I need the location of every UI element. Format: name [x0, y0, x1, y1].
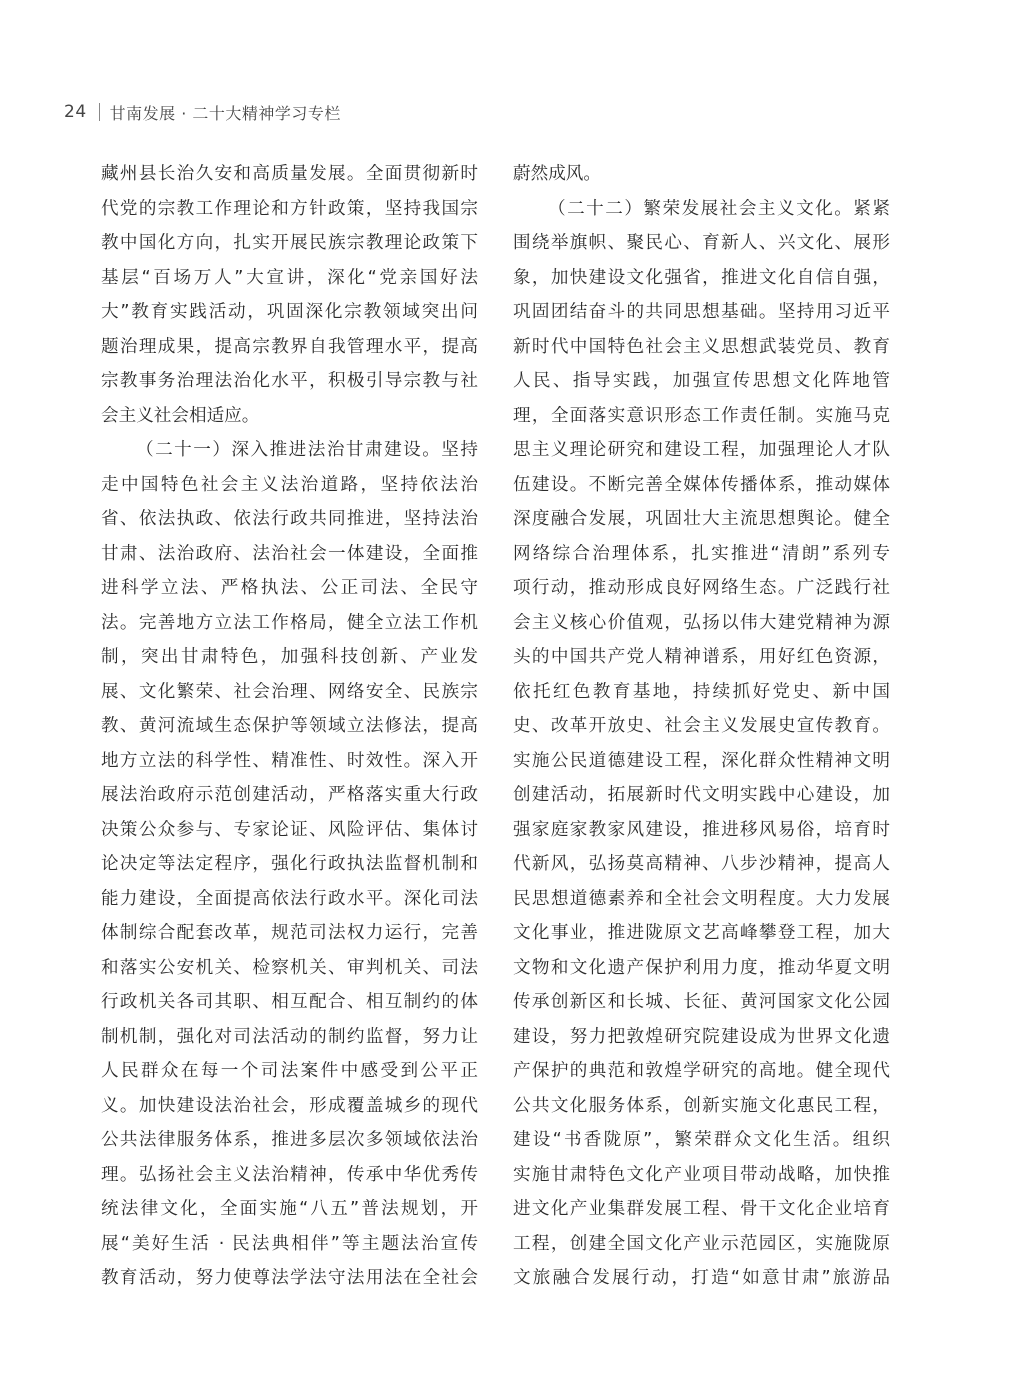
text-line: 史、改革开放史、社会主义发展史宣传教育。	[513, 716, 890, 736]
text-line: 思主义理论研究和建设工程，加强理论人才队	[513, 440, 890, 460]
text-line: 头的中国共产党人精神谱系，用好红色资源，	[513, 647, 890, 667]
text-line: 理，全面落实意识形态工作责任制。实施马克	[513, 405, 890, 426]
text-line: 教中国化方向，扎实开展民族宗教理论政策下	[101, 233, 478, 253]
text-line: 公共法律服务体系，推进多层次多领域依法治	[101, 1130, 478, 1150]
text-line: 进科学立法、严格执法、公正司法、全民守	[101, 578, 478, 598]
text-line: 省、依法执政、依法行政共同推进，坚持法治	[101, 509, 478, 529]
text-line: 统法律文化，全面实施“八五”普法规划，开	[101, 1199, 478, 1219]
text-line: 实施公民道德建设工程，深化群众性精神文明	[513, 750, 890, 771]
text-line: 义。加快建设法治社会，形成覆盖城乡的现代	[101, 1095, 478, 1116]
text-line: 公共文化服务体系，创新实施文化惠民工程，	[513, 1095, 890, 1116]
text-line: 和落实公安机关、检察机关、审判机关、司法	[101, 957, 478, 978]
text-line: 能力建设，全面提高依法行政水平。深化司法	[101, 888, 478, 909]
text-line: 展、文化繁荣、社会治理、网络安全、民族宗	[101, 681, 478, 702]
text-line: 法。完善地方立法工作格局，健全立法工作机	[101, 612, 478, 633]
page-number: 24	[64, 102, 87, 122]
paragraph-heading-line: （二十一）深入推进法治甘肃建设。坚持	[136, 440, 478, 460]
text-line: 项行动，推动形成良好网络生态。广泛践行社	[513, 578, 890, 598]
text-line: 藏州县长治久安和高质量发展。全面贯彻新时	[101, 164, 478, 184]
text-line: 教育活动，努力使尊法学法守法用法在全社会	[101, 1268, 478, 1288]
text-line: 体制综合配套改革，规范司法权力运行，完善	[101, 923, 478, 943]
text-line: 走中国特色社会主义法治道路，坚持依法治	[101, 474, 478, 495]
text-line: 甘肃、法治政府、法治社会一体建设，全面推	[101, 543, 478, 564]
text-line: 象，加快建设文化强省，推进文化自信自强，	[513, 267, 890, 288]
text-line: 文物和文化遗产保护利用力度，推动华夏文明	[513, 957, 890, 978]
text-line: 深度融合发展，巩固壮大主流思想舆论。健全	[513, 509, 890, 529]
text-line: 人民群众在每一个司法案件中感受到公平正	[101, 1061, 478, 1081]
text-line: 进文化产业集群发展工程、骨干文化企业培育	[513, 1199, 890, 1219]
text-line: 题治理成果，提高宗教界自我管理水平，提高	[101, 336, 478, 357]
text-line: 宗教事务治理法治化水平，积极引导宗教与社	[101, 371, 478, 391]
text-line: 制机制，强化对司法活动的制约监督，努力让	[101, 1026, 478, 1047]
text-line: 强家庭家教家风建设，推进移风易俗，培育时	[513, 819, 890, 840]
text-line: 建设，努力把敦煌研究院建设成为世界文化遗	[513, 1026, 890, 1047]
text-line: 巩固团结奋斗的共同思想基础。坚持用习近平	[513, 302, 890, 322]
text-line: 基层“百场万人”大宣讲，深化“党亲国好法	[101, 267, 478, 288]
text-line: 文旅融合发展行动，打造“如意甘肃”旅游品	[513, 1268, 890, 1288]
text-line: 伍建设。不断完善全媒体传播体系，推动媒体	[513, 474, 890, 495]
text-line: 新时代中国特色社会主义思想武装党员、教育	[513, 336, 890, 357]
header-divider	[99, 103, 100, 121]
paragraph-heading-line: （二十二）繁荣发展社会主义文化。紧紧	[548, 198, 890, 219]
text-line: 民思想道德素养和全社会文明程度。大力发展	[513, 888, 890, 909]
text-line: 展“美好生活 · 民法典相伴”等主题法治宣传	[101, 1233, 478, 1254]
text-line: 传承创新区和长城、长征、黄河国家文化公园	[513, 992, 890, 1012]
text-line: 产保护的典范和敦煌学研究的高地。健全现代	[513, 1061, 890, 1081]
text-line: 展法治政府示范创建活动，严格落实重大行政	[101, 785, 478, 805]
right-text-column	[513, 157, 890, 1296]
text-line: 蔚然成风。	[513, 164, 601, 184]
section-title: 甘南发展 · 二十大精神学习专栏	[109, 103, 341, 123]
text-line: 行政机关各司其职、相互配合、相互制约的体	[101, 992, 478, 1012]
page-header	[64, 98, 341, 126]
text-line: 地方立法的科学性、精准性、时效性。深入开	[101, 750, 478, 771]
text-line: 围绕举旗帜、聚民心、育新人、兴文化、展形	[513, 233, 890, 253]
text-line: 教、黄河流域生态保护等领域立法修法，提高	[101, 716, 478, 736]
text-line: 会主义社会相适应。	[101, 405, 260, 426]
left-text-column	[101, 157, 478, 1296]
text-line: 网络综合治理体系，扎实推进“清朗”系列专	[513, 543, 890, 564]
text-line: 工程，创建全国文化产业示范园区，实施陇原	[513, 1233, 890, 1254]
text-line: 代党的宗教工作理论和方针政策，坚持我国宗	[101, 198, 478, 219]
text-line: 制，突出甘肃特色，加强科技创新、产业发	[101, 647, 478, 667]
text-line: 人民、指导实践，加强宣传思想文化阵地管	[513, 371, 890, 391]
text-line: 实施甘肃特色文化产业项目带动战略，加快推	[513, 1164, 890, 1185]
text-line: 依托红色教育基地，持续抓好党史、新中国	[513, 681, 890, 702]
text-line: 决策公众参与、专家论证、风险评估、集体讨	[101, 819, 478, 840]
text-line: 理。弘扬社会主义法治精神，传承中华优秀传	[101, 1164, 478, 1185]
text-line: 建设“书香陇原”，繁荣群众文化生活。组织	[513, 1130, 890, 1150]
text-line: 代新风，弘扬莫高精神、八步沙精神，提高人	[513, 854, 890, 874]
text-line: 大”教育实践活动，巩固深化宗教领域突出问	[101, 302, 478, 322]
text-line: 会主义核心价值观，弘扬以伟大建党精神为源	[513, 612, 890, 633]
text-line: 创建活动，拓展新时代文明实践中心建设，加	[513, 785, 890, 805]
text-line: 文化事业，推进陇原文艺高峰攀登工程，加大	[513, 923, 890, 943]
text-line: 论决定等法定程序，强化行政执法监督机制和	[101, 854, 478, 874]
